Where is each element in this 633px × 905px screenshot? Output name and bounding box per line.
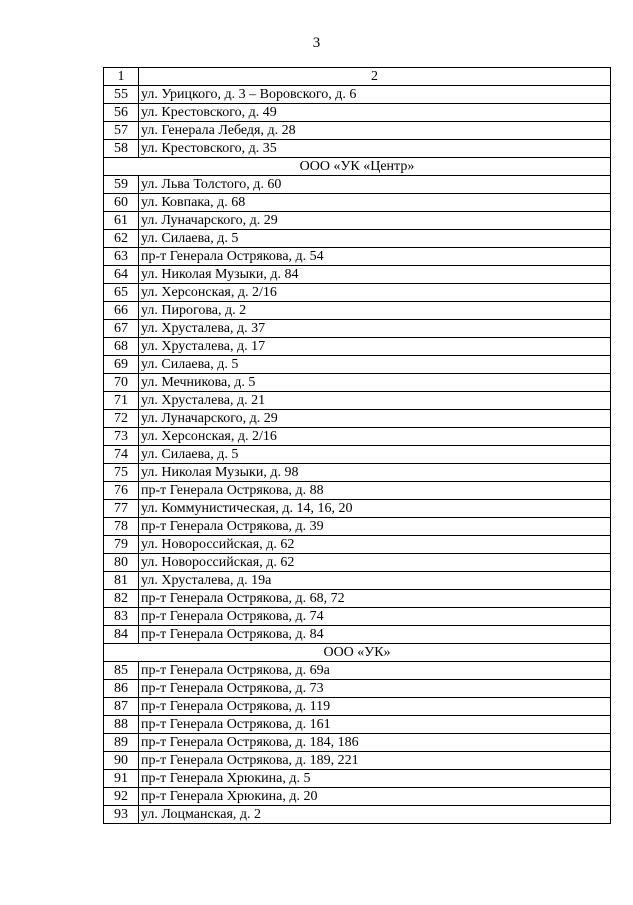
table-row <box>104 104 611 122</box>
table-row <box>104 716 611 734</box>
row-number: 75 <box>104 464 139 482</box>
row-number: 93 <box>104 806 139 824</box>
row-address: ул. Генерала Лебедя, д. 28 <box>139 122 611 140</box>
table-row <box>104 266 611 284</box>
table-row <box>104 680 611 698</box>
row-number: 59 <box>104 176 139 194</box>
row-address: ул. Николая Музыки, д. 98 <box>139 464 611 482</box>
organization-name: ООО «УК» <box>104 644 611 662</box>
row-address: ул. Новороссийская, д. 62 <box>139 536 611 554</box>
row-number: 63 <box>104 248 139 266</box>
row-address: ул. Силаева, д. 5 <box>139 230 611 248</box>
table-row <box>104 122 611 140</box>
table-row <box>104 86 611 104</box>
table-row <box>104 302 611 320</box>
row-number: 91 <box>104 770 139 788</box>
row-number: 66 <box>104 302 139 320</box>
row-number: 71 <box>104 392 139 410</box>
row-address: ул. Хрусталева, д. 37 <box>139 320 611 338</box>
row-address: пр-т Генерала Острякова, д. 84 <box>139 626 611 644</box>
row-address: пр-т Генерала Острякова, д. 184, 186 <box>139 734 611 752</box>
row-address: пр-т Генерала Острякова, д. 88 <box>139 482 611 500</box>
row-number: 89 <box>104 734 139 752</box>
table-row <box>104 284 611 302</box>
table-row <box>104 230 611 248</box>
table-row <box>104 698 611 716</box>
row-number: 83 <box>104 608 139 626</box>
row-address: ул. Новороссийская, д. 62 <box>139 554 611 572</box>
row-address: ул. Херсонская, д. 2/16 <box>139 284 611 302</box>
table-header-row <box>104 68 611 86</box>
row-number: 55 <box>104 86 139 104</box>
table-row <box>104 554 611 572</box>
row-address: ул. Крестовского, д. 49 <box>139 104 611 122</box>
row-number: 81 <box>104 572 139 590</box>
row-number: 77 <box>104 500 139 518</box>
row-number: 62 <box>104 230 139 248</box>
row-number: 57 <box>104 122 139 140</box>
row-number: 60 <box>104 194 139 212</box>
row-number: 61 <box>104 212 139 230</box>
row-number: 85 <box>104 662 139 680</box>
table-row <box>104 806 611 824</box>
table-row <box>104 140 611 158</box>
row-number: 76 <box>104 482 139 500</box>
row-number: 87 <box>104 698 139 716</box>
row-address: ул. Луначарского, д. 29 <box>139 410 611 428</box>
row-address: ул. Крестовского, д. 35 <box>139 140 611 158</box>
row-address: ул. Силаева, д. 5 <box>139 446 611 464</box>
row-number: 56 <box>104 104 139 122</box>
row-number: 69 <box>104 356 139 374</box>
table-row <box>104 392 611 410</box>
table-row <box>104 500 611 518</box>
row-address: пр-т Генерала Острякова, д. 189, 221 <box>139 752 611 770</box>
row-number: 67 <box>104 320 139 338</box>
table-row <box>104 338 611 356</box>
table-row <box>104 248 611 266</box>
table-row <box>104 770 611 788</box>
row-address: пр-т Генерала Острякова, д. 69а <box>139 662 611 680</box>
row-number: 86 <box>104 680 139 698</box>
row-number: 84 <box>104 626 139 644</box>
row-address: пр-т Генерала Острякова, д. 161 <box>139 716 611 734</box>
row-number: 88 <box>104 716 139 734</box>
row-address: ул. Урицкого, д. 3 – Воровского, д. 6 <box>139 86 611 104</box>
table-row <box>104 320 611 338</box>
row-number: 72 <box>104 410 139 428</box>
row-number: 90 <box>104 752 139 770</box>
row-address: ул. Лоцманская, д. 2 <box>139 806 611 824</box>
row-number: 58 <box>104 140 139 158</box>
row-address: пр-т Генерала Хрюкина, д. 20 <box>139 788 611 806</box>
organization-name: ООО «УК «Центр» <box>104 158 611 176</box>
row-address: ул. Пирогова, д. 2 <box>139 302 611 320</box>
row-number: 70 <box>104 374 139 392</box>
row-address: ул. Мечникова, д. 5 <box>139 374 611 392</box>
row-address: ул. Ковпака, д. 68 <box>139 194 611 212</box>
row-number: 68 <box>104 338 139 356</box>
header-col-address: 2 <box>139 68 611 86</box>
row-address: ул. Хрусталева, д. 17 <box>139 338 611 356</box>
table-row <box>104 590 611 608</box>
row-address: ул. Луначарского, д. 29 <box>139 212 611 230</box>
table-row <box>104 518 611 536</box>
table-row <box>104 626 611 644</box>
table-row <box>104 536 611 554</box>
row-number: 80 <box>104 554 139 572</box>
table-row <box>104 176 611 194</box>
row-number: 92 <box>104 788 139 806</box>
table-row <box>104 374 611 392</box>
table-row <box>104 464 611 482</box>
table-row <box>104 752 611 770</box>
table-row <box>104 734 611 752</box>
row-number: 78 <box>104 518 139 536</box>
table-row <box>104 356 611 374</box>
header-col-number: 1 <box>104 68 139 86</box>
row-address: ул. Силаева, д. 5 <box>139 356 611 374</box>
row-address: пр-т Генерала Острякова, д. 119 <box>139 698 611 716</box>
row-address: пр-т Генерала Острякова, д. 74 <box>139 608 611 626</box>
row-address: ул. Хрусталева, д. 19а <box>139 572 611 590</box>
row-address: пр-т Генерала Хрюкина, д. 5 <box>139 770 611 788</box>
table-row <box>104 482 611 500</box>
organization-row <box>104 644 611 662</box>
row-address: ул. Коммунистическая, д. 14, 16, 20 <box>139 500 611 518</box>
row-address: пр-т Генерала Острякова, д. 68, 72 <box>139 590 611 608</box>
address-table <box>103 67 611 824</box>
table-row <box>104 410 611 428</box>
table-row <box>104 788 611 806</box>
row-number: 65 <box>104 284 139 302</box>
table-row <box>104 428 611 446</box>
organization-row <box>104 158 611 176</box>
row-address: пр-т Генерала Острякова, д. 73 <box>139 680 611 698</box>
row-number: 73 <box>104 428 139 446</box>
table-row <box>104 572 611 590</box>
row-number: 79 <box>104 536 139 554</box>
row-number: 64 <box>104 266 139 284</box>
table-row <box>104 194 611 212</box>
row-address: ул. Николая Музыки, д. 84 <box>139 266 611 284</box>
table-row <box>104 446 611 464</box>
row-address: ул. Льва Толстого, д. 60 <box>139 176 611 194</box>
row-address: ул. Херсонская, д. 2/16 <box>139 428 611 446</box>
row-address: ул. Хрусталева, д. 21 <box>139 392 611 410</box>
table-row <box>104 662 611 680</box>
table-row <box>104 608 611 626</box>
row-number: 82 <box>104 590 139 608</box>
row-number: 74 <box>104 446 139 464</box>
address-table-body <box>104 68 611 824</box>
row-address: пр-т Генерала Острякова, д. 54 <box>139 248 611 266</box>
row-address: пр-т Генерала Острякова, д. 39 <box>139 518 611 536</box>
page-number: 3 <box>312 35 321 51</box>
table-row <box>104 212 611 230</box>
